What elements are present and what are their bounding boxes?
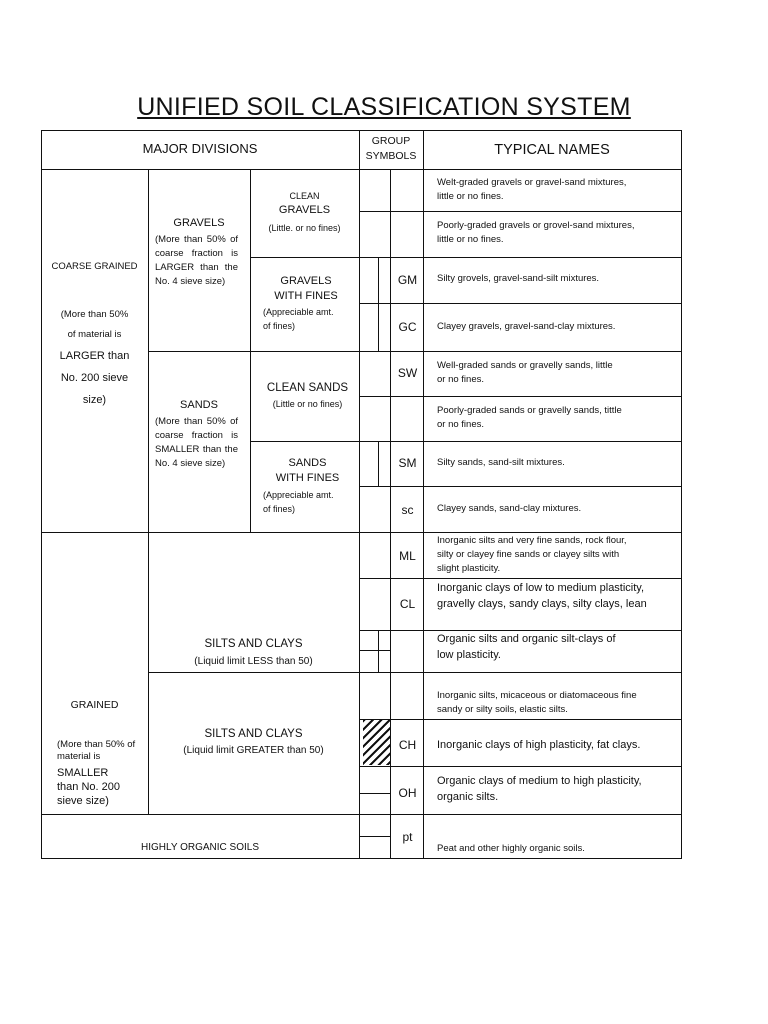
clean-sands-note: (Little or no fines) bbox=[272, 399, 343, 409]
clean-gravels-title: GRAVELS bbox=[278, 204, 331, 216]
sands-title: SANDS bbox=[180, 399, 218, 411]
typical-name: Welt-graded gravels or gravel-sand mixtures, little or no fines. bbox=[437, 177, 627, 202]
typical-name: Inorganic silts, micaceous or diatomaceous fine sandy or silty soils, elastic silts. bbox=[437, 690, 637, 715]
hatch-pattern-symbol bbox=[363, 720, 390, 765]
typical-name: Inorganic clays of low to medium plasticity, gravelly clays, sandy clays, silty clays, lean bbox=[437, 582, 647, 610]
typical-name: Well-graded sands or gravelly sands, little or no fines. bbox=[437, 360, 613, 385]
group-symbol: sc bbox=[401, 503, 414, 517]
sands-with-fines-title: SANDS WITH FINES bbox=[275, 457, 340, 484]
gravels-title: GRAVELS bbox=[173, 217, 225, 229]
typical-name: Silty sands, sand-silt mixtures. bbox=[437, 457, 565, 468]
coarse-grained-note-small: (More than 50% of material is bbox=[60, 309, 129, 340]
group-symbol: OH bbox=[398, 786, 417, 800]
header-group-symbols: GROUP SYMBOLS bbox=[365, 135, 417, 162]
fine-grained-label: GRAINED bbox=[70, 699, 119, 711]
typical-name: Poorly-graded gravels or grovel-sand mixtures, little or no fines. bbox=[437, 220, 635, 245]
typical-name: Silty grovels, gravel-sand-silt mixtures. bbox=[437, 273, 600, 284]
typical-name: Inorganic clays of high plasticity, fat clays. bbox=[437, 739, 641, 751]
silts-clays-high-title: SILTS AND CLAYS bbox=[204, 728, 303, 740]
silts-clays-high-note: (Liquid limit GREATER than 50) bbox=[183, 745, 324, 756]
typical-name: Organic clays of medium to high plasticity, organic silts. bbox=[437, 775, 642, 803]
header-typical-names: TYPICAL NAMES bbox=[494, 142, 610, 158]
gravels-note: (More than 50% of coarse fraction is LARGER than the No. 4 sieve size) bbox=[155, 234, 238, 287]
header-major-divisions: MAJOR DIVISIONS bbox=[142, 141, 258, 156]
coarse-grained-note-large: LARGER than No. 200 sieve size) bbox=[59, 350, 130, 406]
fine-grained-note-large: SMALLER than No. 200 sieve size) bbox=[57, 767, 120, 807]
group-symbol: GM bbox=[397, 273, 418, 287]
highly-organic-soils-label: HIGHLY ORGANIC SOILS bbox=[141, 842, 259, 853]
typical-name: Peat and other highly organic soils. bbox=[437, 843, 585, 854]
group-symbol: ML bbox=[399, 549, 416, 563]
typical-name: Inorganic silts and very fine sands, rock flour, silty or clayey fine sands or clayey silts with slight plasticity. bbox=[437, 535, 627, 574]
sands-note: (More than 50% of coarse fraction is SMALLER than the No. 4 sieve size) bbox=[155, 416, 238, 469]
typical-name: Organic silts and organic silt-clays of low plasticity. bbox=[437, 633, 616, 661]
typical-name: Poorly-graded sands or gravelly sands, tittle or no fines. bbox=[437, 405, 622, 430]
group-symbol: CL bbox=[399, 597, 416, 611]
silts-clays-low-note: (Liquid limit LESS than 50) bbox=[194, 656, 313, 667]
group-symbol: SM bbox=[398, 456, 417, 470]
sands-with-fines-note: (Appreciable amt. of fines) bbox=[263, 490, 334, 514]
clean-gravels-note: (Little. or no fines) bbox=[268, 223, 341, 233]
typical-name: Clayey gravels, gravel-sand-clay mixtures. bbox=[437, 321, 616, 332]
fine-grained-note-small: (More than 50% of material is bbox=[57, 739, 136, 762]
group-symbol: pt bbox=[402, 830, 413, 844]
clean-gravels-small: CLEAN bbox=[289, 191, 320, 201]
silts-clays-low-title: SILTS AND CLAYS bbox=[204, 638, 303, 650]
clean-sands-title: CLEAN SANDS bbox=[266, 382, 349, 394]
coarse-grained-label: COARSE GRAINED bbox=[51, 261, 138, 272]
group-symbol: SW bbox=[397, 366, 418, 380]
page-title: UNIFIED SOIL CLASSIFICATION SYSTEM bbox=[137, 93, 631, 121]
group-symbol: CH bbox=[398, 738, 417, 752]
gravels-with-fines-title: GRAVELS WITH FINES bbox=[274, 275, 338, 302]
typical-name: Clayey sands, sand-clay mixtures. bbox=[437, 503, 582, 514]
group-symbol: GC bbox=[398, 320, 417, 334]
gravels-with-fines-note: (Appreciable amt. of fines) bbox=[263, 307, 334, 331]
